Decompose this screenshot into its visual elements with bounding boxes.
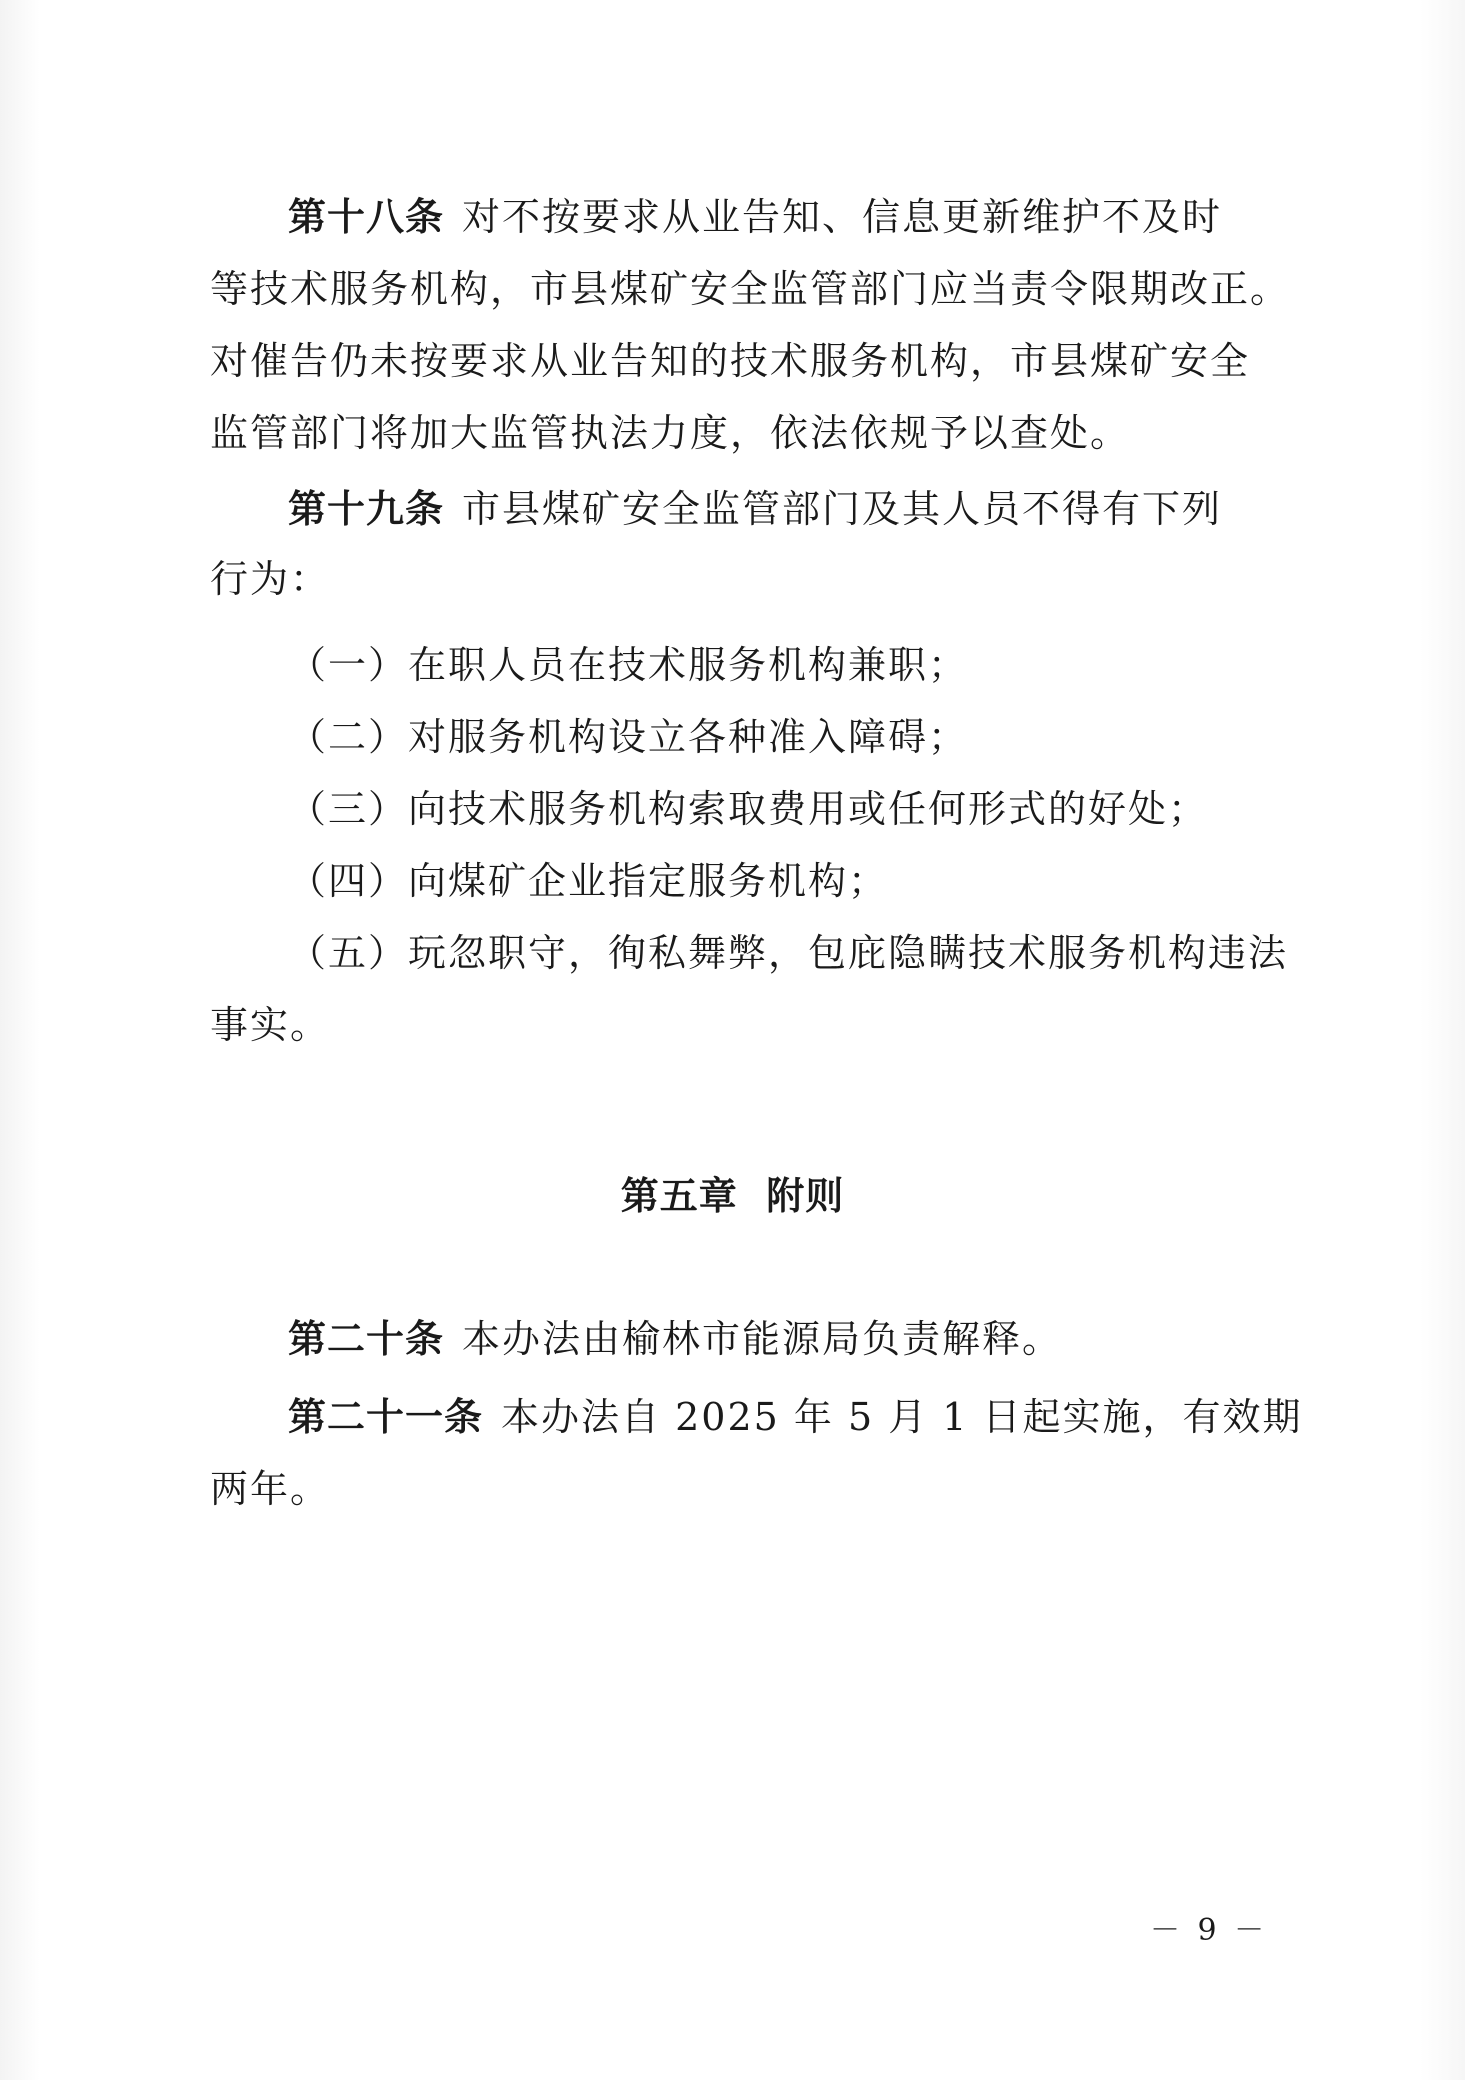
- article-18-line-1: [288, 195, 1223, 239]
- article-21-label: 第二十一条: [288, 1395, 484, 1439]
- article-19-text-1: 市县煤矿安全监管部门及其人员不得有下列: [462, 487, 1223, 531]
- article-19-item-5: （五）玩忽职守，徇私舞弊，包庇隐瞒技术服务机构违法: [288, 931, 1289, 975]
- article-20-label: 第二十条: [288, 1317, 445, 1361]
- article-19-item-5-continuation: 事实。: [210, 1003, 331, 1047]
- page-number: － 9 －: [1150, 1913, 1269, 1948]
- article-21-text-1: 本办法自 2025 年 5 月 1 日起实施，有效期: [501, 1395, 1303, 1439]
- article-19-label: 第十九条: [288, 487, 445, 531]
- article-18-line-2: 等技术服务机构，市县煤矿安全监管部门应当责令限期改正。: [210, 267, 1291, 311]
- article-18-label: 第十八条: [288, 195, 445, 239]
- article-18-line-3: 对催告仍未按要求从业告知的技术服务机构，市县煤矿安全: [210, 339, 1251, 383]
- article-20-text: 本办法由榆林市能源局负责解释。: [462, 1317, 1063, 1361]
- article-19-item-3: （三）向技术服务机构索取费用或任何形式的好处；: [288, 787, 1209, 831]
- article-18-line-4: 监管部门将加大监管执法力度，依法依规予以查处。: [210, 411, 1131, 455]
- article-19-line-2: 行为：: [210, 557, 331, 601]
- chapter-5-heading: 第五章 附则: [620, 1174, 845, 1218]
- article-18-text-1: 对不按要求从业告知、信息更新维护不及时: [462, 195, 1223, 239]
- article-21-line-1: [288, 1395, 1303, 1439]
- article-21-line-2: 两年。: [210, 1467, 331, 1511]
- article-19-item-4: （四）向煤矿企业指定服务机构；: [288, 859, 889, 903]
- article-19-line-1: [288, 487, 1223, 531]
- article-20-line: [288, 1317, 1063, 1361]
- article-19-item-1: （一）在职人员在技术服务机构兼职；: [288, 643, 969, 687]
- article-19-item-2: （二）对服务机构设立各种准入障碍；: [288, 715, 969, 759]
